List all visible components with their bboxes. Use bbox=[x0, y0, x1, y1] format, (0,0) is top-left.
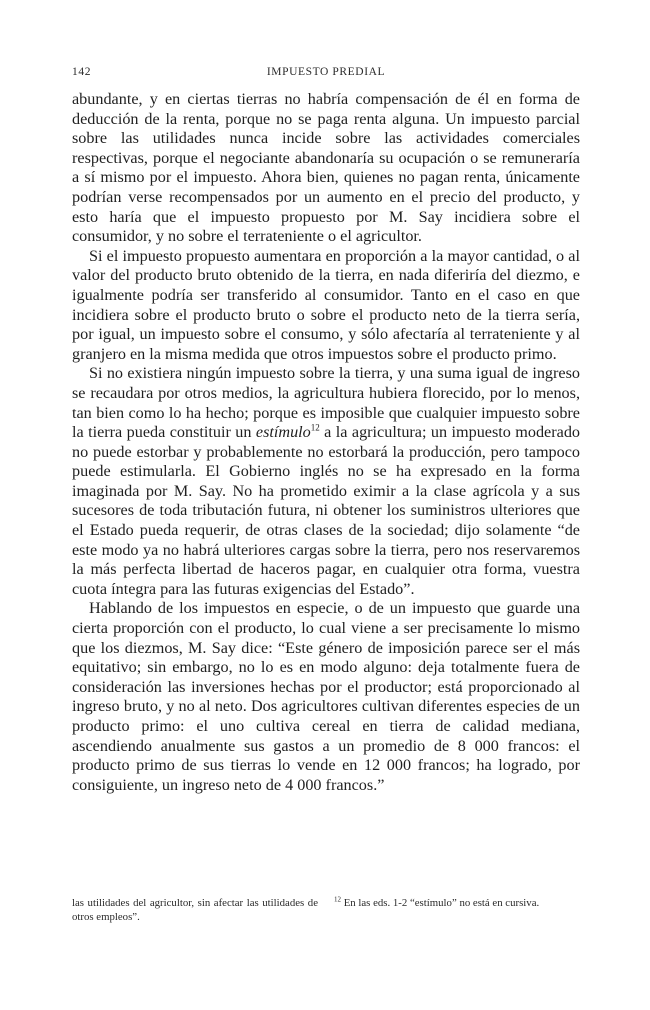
paragraph-2: Si el impuesto propuesto aumentara en proporción a la mayor cantidad, o al valor del producto bruto obtenido de la tierra, en nada diferiría del diezmo, e igualmente podría ser transferido al consumidor. Tanto en el caso en que incidiera sobre el producto bruto o sobre el producto neto de la tierra sería, por igual, un impuesto sobre el consumo, y sólo afectaría al terrateniente y al granjero en la misma medida que otros impuestos sobre el producto primo. bbox=[72, 246, 580, 363]
page-number: 142 bbox=[72, 66, 92, 78]
paragraph-3 bbox=[72, 364, 580, 599]
footnote-12-text: En las eds. 1-2 “estímulo” no está en cursiva. bbox=[341, 897, 540, 909]
book-page bbox=[72, 64, 580, 795]
footnote-continuation: las utilidades del agricultor, sin afectar las utilidades de otros empleos”. bbox=[72, 897, 318, 923]
footnotes bbox=[72, 896, 580, 924]
paragraph-3-text-a: Si no existiera ningún impuesto sobre la tierra, y una suma igual de ingreso se recaudara por otros medios, la agricultura hubiera florecido, por lo menos, tan bien como lo ha hecho; porque es imposible que cualquier impuesto sobre la tierra pueda constituir un bbox=[72, 364, 580, 442]
footnote-ref-12[interactable]: 12 bbox=[310, 422, 320, 433]
emphasized-word: estímulo bbox=[255, 423, 311, 442]
paragraph-3-text-b: a la agricultura; un impuesto moderado no puede estorbar y probablemente no estorbará la producción, pero tampoco puede estimularla. El Gobierno inglés no se ha expresado en la forma imaginada por M. Say. No ha prometido eximir a la clase agrícola y a sus sucesores de toda tributación futura, ni obtener los suministros ulteriores que el Estado pueda requerir, de otras clases de la sociedad; dijo solamente “de este modo ya no habrá ulteriores cargas sobre la tierra, pero nos reservaremos la más perfecta libertad de haceros pagar, en cualquier otra forma, vuestra cuota íntegra para las futuras exigencias del Estado”. bbox=[72, 423, 581, 598]
footnote-12 bbox=[334, 896, 580, 924]
body-text bbox=[72, 90, 580, 795]
paragraph-continuation: abundante, y en ciertas tierras no habría compensación de él en forma de deducción de la renta, porque no se paga renta alguna. Un impuesto parcial sobre las utilidades nunca incide sobre las actividades comerciales respectivas, porque el negociante abandonaría su ocupación o se remuneraría a sí mismo por el impuesto. Ahora bien, quienes no pagan renta, únicamente podrían verse recompensados por un aumento en el precio del producto, y esto haría que el impuesto propuesto por M. Say incidiera sobre el consumidor, y no sobre el terrateniente o el agricultor. bbox=[72, 90, 580, 246]
running-head bbox=[72, 64, 580, 82]
running-title: IMPUESTO PREDIAL bbox=[266, 66, 386, 78]
paragraph-4: Hablando de los impuestos en especie, o de un impuesto que guarde una cierta proporción con el producto, lo cual viene a ser precisamente lo mismo que los diezmos, M. Say dice: “Este género de imposición parece ser el más equitativo; sin embargo, no lo es en modo alguno: deja totalmente fuera de consideración las inversiones hechas por el productor; está proporcionado al ingreso bruto, y no al neto. Dos agricultores cultivan diferentes especies de un producto primo: el uno cultiva cereal en tierra de calidad mediana, ascendiendo anualmente sus gastos a un promedio de 8 000 francos: el producto primo de sus tierras lo vende en 12 000 francos; ha logrado, por consiguiente, un ingreso neto de 4 000 francos.” bbox=[72, 599, 580, 794]
footnote-marker: 12 bbox=[334, 895, 341, 904]
